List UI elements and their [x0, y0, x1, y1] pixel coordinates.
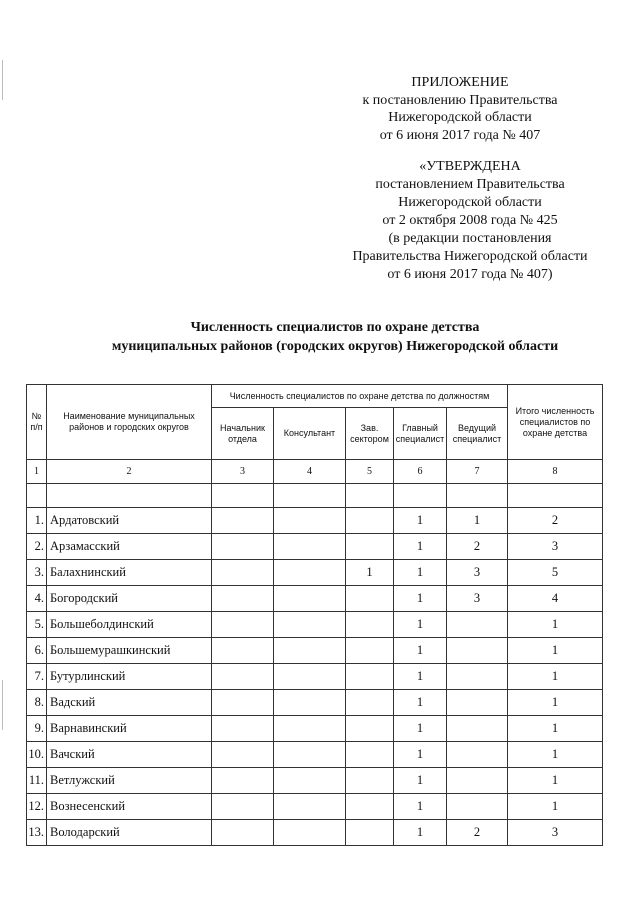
scan-margin-mark: [2, 60, 3, 100]
cell-head: [212, 716, 274, 742]
approval-line: (в редакции постановления: [388, 231, 552, 246]
cell-head: [212, 664, 274, 690]
cell-consultant: [274, 638, 346, 664]
cell-name: Богородский: [47, 586, 212, 612]
column-number: 3: [212, 460, 274, 484]
cell-sector: [346, 690, 394, 716]
cell-name: Большемурашкинский: [47, 638, 212, 664]
cell-consultant: [274, 664, 346, 690]
cell-chief: 1: [394, 768, 447, 794]
table-row: [27, 534, 603, 560]
cell-np: 4.: [27, 586, 47, 612]
table-row: [27, 820, 603, 846]
specialists-table: [26, 384, 603, 846]
cell-chief: 1: [394, 612, 447, 638]
approval-line: от 2 октября 2008 года № 425: [382, 213, 558, 228]
cell-head: [212, 586, 274, 612]
cell-total: 1: [508, 638, 603, 664]
annex-block: [340, 74, 580, 144]
cell-sector: [346, 612, 394, 638]
cell-sector: [346, 768, 394, 794]
cell-total: 5: [508, 560, 603, 586]
cell-lead: 1: [447, 508, 508, 534]
title-line: Численность специалистов по охране детства: [190, 320, 480, 335]
cell-lead: 2: [447, 820, 508, 846]
cell-name: Вачский: [47, 742, 212, 768]
cell-total: 1: [508, 742, 603, 768]
cell-name: Вадский: [47, 690, 212, 716]
table-row: [27, 508, 603, 534]
cell-consultant: [274, 612, 346, 638]
cell-lead: [447, 664, 508, 690]
header-total: Итого численность специалистов по охране детства: [508, 385, 603, 460]
cell-head: [212, 612, 274, 638]
approval-block: [330, 158, 610, 284]
cell-np: 3.: [27, 560, 47, 586]
cell-consultant: [274, 534, 346, 560]
cell-name: Володарский: [47, 820, 212, 846]
cell-np: 13.: [27, 820, 47, 846]
header-name: Наименование муниципальных районов и городских округов: [47, 385, 212, 460]
table-row: [27, 742, 603, 768]
header-np: № п/п: [27, 385, 47, 460]
cell-head: [212, 690, 274, 716]
cell-chief: 1: [394, 534, 447, 560]
column-number: 5: [346, 460, 394, 484]
cell-consultant: [274, 690, 346, 716]
cell-np: 8.: [27, 690, 47, 716]
header-lead-specialist: Ведущий специалист: [447, 408, 508, 460]
cell-name: Ардатовский: [47, 508, 212, 534]
cell-sector: [346, 638, 394, 664]
cell-consultant: [274, 820, 346, 846]
cell-chief: 1: [394, 742, 447, 768]
cell-chief: 1: [394, 508, 447, 534]
cell-sector: [346, 586, 394, 612]
cell-lead: [447, 768, 508, 794]
cell-np: 12.: [27, 794, 47, 820]
header-positions-group: Численность специалистов по охране детства по должностям: [212, 385, 508, 408]
cell-lead: [447, 716, 508, 742]
cell-lead: [447, 794, 508, 820]
cell-name: Балахнинский: [47, 560, 212, 586]
cell-head: [212, 820, 274, 846]
approval-line: от 6 июня 2017 года № 407): [387, 267, 553, 282]
table-row: [27, 664, 603, 690]
table-row: [27, 690, 603, 716]
blank-row: [27, 484, 603, 508]
cell-lead: [447, 690, 508, 716]
cell-name: Арзамасский: [47, 534, 212, 560]
cell-name: Варнавинский: [47, 716, 212, 742]
cell-total: 3: [508, 820, 603, 846]
cell-lead: 3: [447, 560, 508, 586]
table-row: [27, 638, 603, 664]
cell-name: Ветлужский: [47, 768, 212, 794]
column-number: 2: [47, 460, 212, 484]
approval-line: постановлением Правительства: [375, 177, 565, 192]
annex-line: Нижегородской области: [388, 110, 532, 125]
cell-chief: 1: [394, 794, 447, 820]
cell-name: Большеболдинский: [47, 612, 212, 638]
cell-sector: [346, 534, 394, 560]
cell-lead: [447, 638, 508, 664]
approval-line: «УТВЕРЖДЕНА: [419, 159, 521, 174]
cell-total: 1: [508, 716, 603, 742]
cell-chief: 1: [394, 560, 447, 586]
cell-lead: 3: [447, 586, 508, 612]
cell-name: Вознесенский: [47, 794, 212, 820]
table-row: [27, 794, 603, 820]
table-row: [27, 716, 603, 742]
cell-consultant: [274, 586, 346, 612]
cell-consultant: [274, 508, 346, 534]
cell-consultant: [274, 560, 346, 586]
cell-sector: 1: [346, 560, 394, 586]
column-number: 6: [394, 460, 447, 484]
title-line: муниципальных районов (городских округов) Нижегородской области: [111, 339, 559, 354]
cell-sector: [346, 742, 394, 768]
cell-chief: 1: [394, 820, 447, 846]
cell-head: [212, 638, 274, 664]
cell-total: 3: [508, 534, 603, 560]
cell-head: [212, 560, 274, 586]
cell-np: 9.: [27, 716, 47, 742]
table-row: [27, 586, 603, 612]
column-number: 7: [447, 460, 508, 484]
cell-consultant: [274, 768, 346, 794]
cell-np: 7.: [27, 664, 47, 690]
cell-total: 1: [508, 690, 603, 716]
cell-total: 4: [508, 586, 603, 612]
cell-sector: [346, 508, 394, 534]
cell-total: 1: [508, 768, 603, 794]
cell-head: [212, 508, 274, 534]
cell-head: [212, 768, 274, 794]
cell-total: 2: [508, 508, 603, 534]
cell-chief: 1: [394, 716, 447, 742]
cell-chief: 1: [394, 586, 447, 612]
cell-head: [212, 742, 274, 768]
cell-name: Бутурлинский: [47, 664, 212, 690]
scan-margin-mark: [2, 680, 3, 730]
cell-total: 1: [508, 794, 603, 820]
cell-np: 5.: [27, 612, 47, 638]
cell-total: 1: [508, 612, 603, 638]
cell-chief: 1: [394, 638, 447, 664]
annex-line: от 6 июня 2017 года № 407: [379, 127, 541, 143]
column-number-row: [27, 460, 603, 484]
cell-sector: [346, 820, 394, 846]
header-head-of-department: Начальник отдела: [212, 408, 274, 460]
cell-consultant: [274, 794, 346, 820]
cell-chief: 1: [394, 664, 447, 690]
column-number: 4: [274, 460, 346, 484]
annex-line: ПРИЛОЖЕНИЕ: [411, 75, 509, 90]
cell-lead: [447, 742, 508, 768]
cell-np: 1.: [27, 508, 47, 534]
cell-lead: 2: [447, 534, 508, 560]
approval-line: Правительства Нижегородской области: [352, 249, 588, 264]
document-title: [40, 318, 630, 356]
cell-np: 10.: [27, 742, 47, 768]
column-number: 1: [27, 460, 47, 484]
header-consultant: Консультант: [274, 408, 346, 460]
cell-total: 1: [508, 664, 603, 690]
cell-sector: [346, 664, 394, 690]
header-sector-head: Зав. сектором: [346, 408, 394, 460]
approval-line: Нижегородской области: [398, 195, 542, 210]
column-number: 8: [508, 460, 603, 484]
cell-lead: [447, 612, 508, 638]
cell-np: 11.: [27, 768, 47, 794]
table-row: [27, 612, 603, 638]
table-row: [27, 768, 603, 794]
table-row: [27, 560, 603, 586]
cell-sector: [346, 716, 394, 742]
cell-consultant: [274, 742, 346, 768]
cell-sector: [346, 794, 394, 820]
annex-line: к постановлению Правительства: [362, 92, 558, 108]
cell-head: [212, 534, 274, 560]
cell-np: 2.: [27, 534, 47, 560]
header-chief-specialist: Главный специалист: [394, 408, 447, 460]
cell-chief: 1: [394, 690, 447, 716]
cell-np: 6.: [27, 638, 47, 664]
cell-consultant: [274, 716, 346, 742]
cell-head: [212, 794, 274, 820]
